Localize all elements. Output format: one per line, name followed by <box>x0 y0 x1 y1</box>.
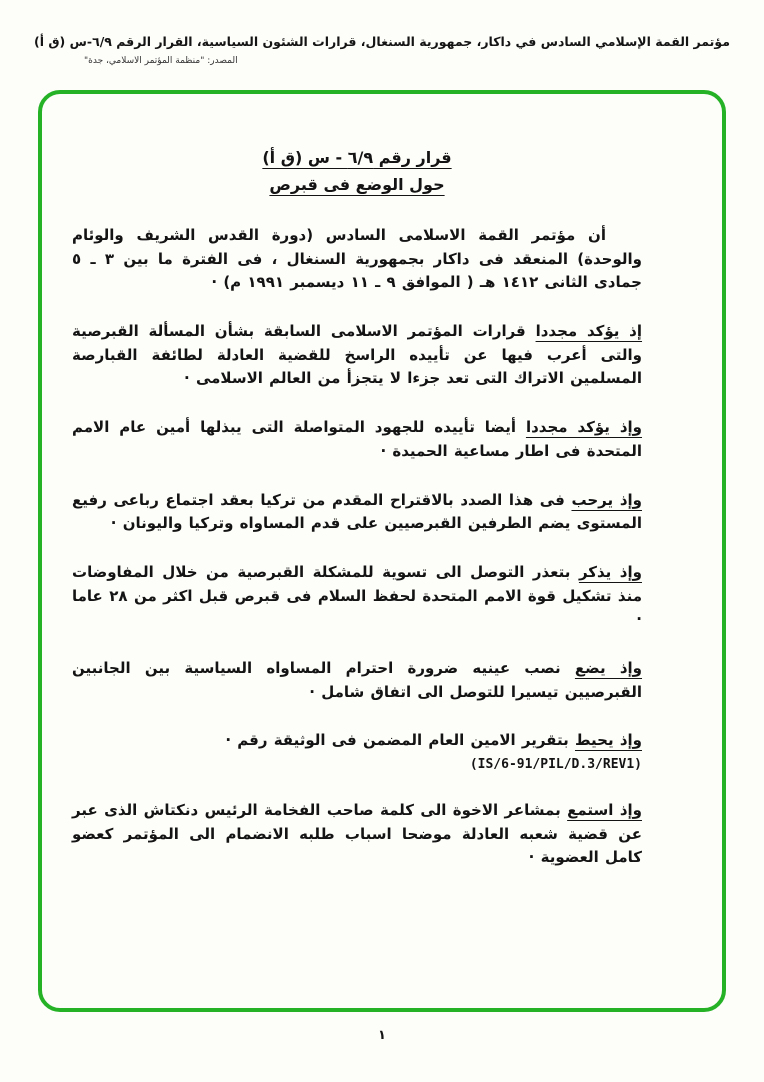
paragraph-lead: وإذ يذكر <box>578 562 642 581</box>
paragraph-lead: وإذ يرحب <box>571 490 642 509</box>
paragraph-recall <box>72 561 642 632</box>
document-reference <box>72 757 642 772</box>
resolution-subtitle: حول الوضع فى قبرص <box>269 175 445 194</box>
paragraph-text: أن مؤتمر القمة الاسلامى السادس (دورة القدس الشريف والوئام والوحدة) المنعقد فى داكار بجمهورية السنغال ، فى الفترة ما بين ٣ ـ ٥ جمادى الثانى ١٤١٢ هـ ( الموافق ٩ ـ ١١ ديسمبر ١٩٩١ م) · <box>72 226 642 292</box>
paragraph-lead: وإذ يؤكد مجددا <box>525 418 643 437</box>
source-note: المصدر: "منظمة المؤتمر الاسلامي، جدة" <box>84 56 238 66</box>
paragraph-bearing-in-mind <box>72 657 642 704</box>
paragraph-taking-note <box>72 729 642 753</box>
paragraph-reaffirm <box>72 320 642 391</box>
page-number: ١ <box>378 1028 386 1043</box>
paragraph-lead: وإذ يحيط <box>574 731 642 750</box>
paragraph-lead: وإذ استمع <box>567 801 642 819</box>
paragraph-text: بتقرير الامين العام المضمن فى الوثيقة رقم · <box>225 731 569 750</box>
paragraph-text: أيضا تأييده للجهود المتواصلة التى يبذلها أمين عام الامم المتحدة فى اطار مساعية الحميدة · <box>72 418 642 460</box>
paragraph-lead: إذ يؤكد مجددا <box>535 322 643 341</box>
paragraph-text: فى هذا الصدد بالاقتراح المقدم من تركيا بعقد اجتماع رباعى رفيع المستوى يضم الطرفين القبرصيين على قدم المساواه وتركيا واليونان · <box>72 490 642 533</box>
paragraph-preamble <box>72 224 642 295</box>
reference-code: (IS/6-91/PIL/D.3/REV1) <box>469 757 642 772</box>
paragraph-welcome <box>72 489 642 536</box>
paragraph-text: بمشاعر الاخوة الى كلمة صاحب الفخامة الرئيس دنكتاش الذى عبر عن قضية شعبه العادلة موضحا اسباب طلبه الانضمام الى المؤتمر كعضو كامل العضوية · <box>72 801 642 867</box>
paragraph-lead: وإذ يضع <box>574 658 643 677</box>
green-border-frame <box>38 90 726 1012</box>
paragraph-text: بتعذر التوصل الى تسوية للمشكلة القبرصية من خلال المفاوضات منذ تشكيل قوة الامم المتحدة لحفظ السلام فى قبرص قبل اكثر من ٢٨ عاما · <box>72 562 642 629</box>
paragraph-having-listened <box>72 799 642 870</box>
paragraph-reaffirm-also <box>72 416 642 463</box>
paragraph-text: قرارات المؤتمر الاسلامى السابقة بشأن المسألة القبرصية والتى أعرب فيها عن تأييده الراسخ للقضية العادلة لطائفة القبارصة المسلمين الاتراك التى تعد جزءا لا يتجزأ من العالم الاسلامى · <box>72 322 642 388</box>
paragraph-text: نصب عينيه ضرورة احترام المساواه السياسية بين الجانبين القبرصيين تيسيرا للتوصل الى اتفاق شامل · <box>72 658 642 701</box>
header-citation: مؤتمر القمة الإسلامي السادس في داكار، جمهورية السنغال، قرارات الشئون السياسية، القرار الرقم ٦/٩-س (ق أ) <box>34 34 730 49</box>
document-header <box>0 0 764 66</box>
resolution-title: قرار رقم ٦/٩ - س (ق أ) <box>262 148 452 167</box>
